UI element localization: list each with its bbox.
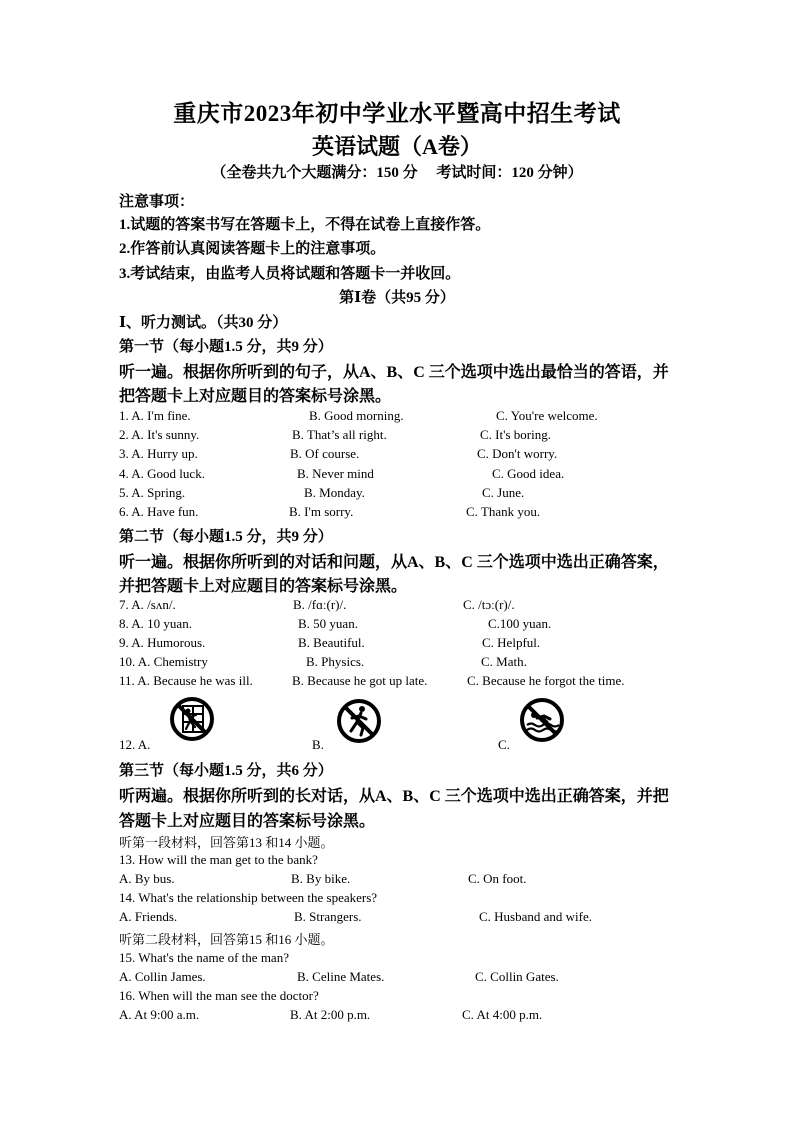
q6-option-c: C. Thank you. — [466, 504, 541, 519]
section3-heading: 第三节（每小题1.5 分，共6 分） — [119, 763, 333, 779]
q7-option-a: 7. A. /sʌn/. — [119, 597, 176, 612]
q10-option-b: B. Physics. — [306, 654, 365, 669]
q10-option-c: C. Math. — [481, 654, 527, 669]
q9-option-c: C. Helpful. — [482, 635, 541, 650]
q2-option-c: C. It's boring. — [480, 427, 551, 442]
volume-heading: 第Ⅰ卷（共95 分） — [339, 290, 455, 306]
q13-option-b: B. By bike. — [291, 871, 351, 886]
q4-option-c: C. Good idea. — [492, 466, 565, 481]
q9-option-b: B. Beautiful. — [298, 635, 365, 650]
q8-option-b: B. 50 yuan. — [298, 616, 358, 631]
q16-stem: 16. When will the man see the doctor? — [119, 988, 319, 1003]
q11-option-c: C. Because he forgot the time. — [467, 673, 625, 688]
q16-option-a: A. At 9:00 a.m. — [119, 1007, 200, 1022]
q8-option-c: C.100 yuan. — [488, 616, 552, 631]
q12-option-a: 12. A. — [119, 737, 151, 752]
q10-option-a: 10. A. Chemistry — [119, 654, 208, 669]
q2-option-b: B. That’s all right. — [292, 427, 387, 442]
section3-instruction: 听两遍。根据你所听到的长对话，从A、B、C 三个选项中选出正确答案，并把 — [119, 788, 669, 805]
q5-option-c: C. June. — [482, 485, 525, 500]
material2-label: 听第二段材料，回答第15 和16 小题。 — [119, 932, 334, 947]
q1-option-b: B. Good morning. — [309, 408, 404, 423]
q12-option-c: C. — [498, 737, 510, 752]
q4-option-b: B. Never mind — [297, 466, 374, 481]
section2-instruction: 听一遍。根据你所听到的对话和问题，从A、B、C 三个选项中选出正确答案， — [119, 554, 669, 571]
q3-option-b: B. Of course. — [290, 446, 360, 461]
q16-option-b: B. At 2:00 p.m. — [290, 1007, 371, 1022]
q3-option-c: C. Don't worry. — [477, 446, 558, 461]
q7-option-b: B. /fɑː(r)/. — [293, 597, 347, 612]
exam-info: （全卷共九个大题满分：150 分 考试时间：120 分钟） — [211, 165, 583, 181]
exam-title: 重庆市2023年初中学业水平暨高中招生考试 — [173, 101, 621, 126]
q1-option-a: 1. A. I'm fine. — [119, 408, 191, 423]
q12-option-b: B. — [312, 737, 324, 752]
q1-option-c: C. You're welcome. — [496, 408, 598, 423]
q14-stem: 14. What's the relationship between the speakers? — [119, 890, 378, 905]
no-climbing-icon — [169, 696, 215, 742]
q15-option-b: B. Celine Mates. — [297, 969, 385, 984]
no-running-icon — [336, 698, 382, 744]
section1-instruction: 听一遍。根据你所听到的句子，从A、B、C 三个选项中选出最恰当的答语，并 — [119, 364, 669, 381]
note-item: 3.考试结束，由监考人员将试题和答题卡一并收回。 — [119, 266, 461, 282]
q8-option-a: 8. A. 10 yuan. — [119, 616, 192, 631]
q9-option-a: 9. A. Humorous. — [119, 635, 206, 650]
material1-label: 听第一段材料，回答第13 和14 小题。 — [119, 835, 334, 850]
q15-option-c: C. Collin Gates. — [475, 969, 559, 984]
q6-option-a: 6. A. Have fun. — [119, 504, 199, 519]
q11-option-a: 11. A. Because he was ill. — [119, 673, 253, 688]
note-item: 2.作答前认真阅读答题卡上的注意事项。 — [119, 241, 386, 257]
q15-option-a: A. Collin James. — [119, 969, 206, 984]
part1-heading: Ⅰ、听力测试。（共30 分） — [119, 315, 288, 331]
q13-option-a: A. By bus. — [119, 871, 175, 886]
section2-heading: 第二节（每小题1.5 分，共9 分） — [119, 529, 333, 545]
section3-instruction: 答题卡上对应题目的答案标号涂黑。 — [119, 813, 376, 830]
q4-option-a: 4. A. Good luck. — [119, 466, 205, 481]
q14-option-c: C. Husband and wife. — [479, 909, 593, 924]
no-swimming-icon — [519, 697, 565, 743]
q11-option-b: B. Because he got up late. — [292, 673, 428, 688]
q14-option-a: A. Friends. — [119, 909, 178, 924]
exam-subtitle: 英语试题（A卷） — [312, 134, 482, 159]
q15-stem: 15. What's the name of the man? — [119, 950, 289, 965]
note-item: 1.试题的答案书写在答题卡上，不得在试卷上直接作答。 — [119, 217, 491, 233]
q5-option-b: B. Monday. — [304, 485, 365, 500]
q6-option-b: B. I'm sorry. — [289, 504, 354, 519]
notes-heading: 注意事项： — [119, 194, 195, 210]
q13-option-c: C. On foot. — [468, 871, 527, 886]
section1-instruction: 把答题卡上对应题目的答案标号涂黑。 — [119, 388, 392, 405]
section1-heading: 第一节（每小题1.5 分，共9 分） — [119, 339, 333, 355]
q2-option-a: 2. A. It's sunny. — [119, 427, 200, 442]
section2-instruction: 并把答题卡上对应题目的答案标号涂黑。 — [119, 578, 408, 595]
q7-option-c: C. /tɔː(r)/. — [463, 597, 515, 612]
q14-option-b: B. Strangers. — [294, 909, 362, 924]
q13-stem: 13. How will the man get to the bank? — [119, 852, 318, 867]
q5-option-a: 5. A. Spring. — [119, 485, 186, 500]
q3-option-a: 3. A. Hurry up. — [119, 446, 198, 461]
q16-option-c: C. At 4:00 p.m. — [462, 1007, 543, 1022]
